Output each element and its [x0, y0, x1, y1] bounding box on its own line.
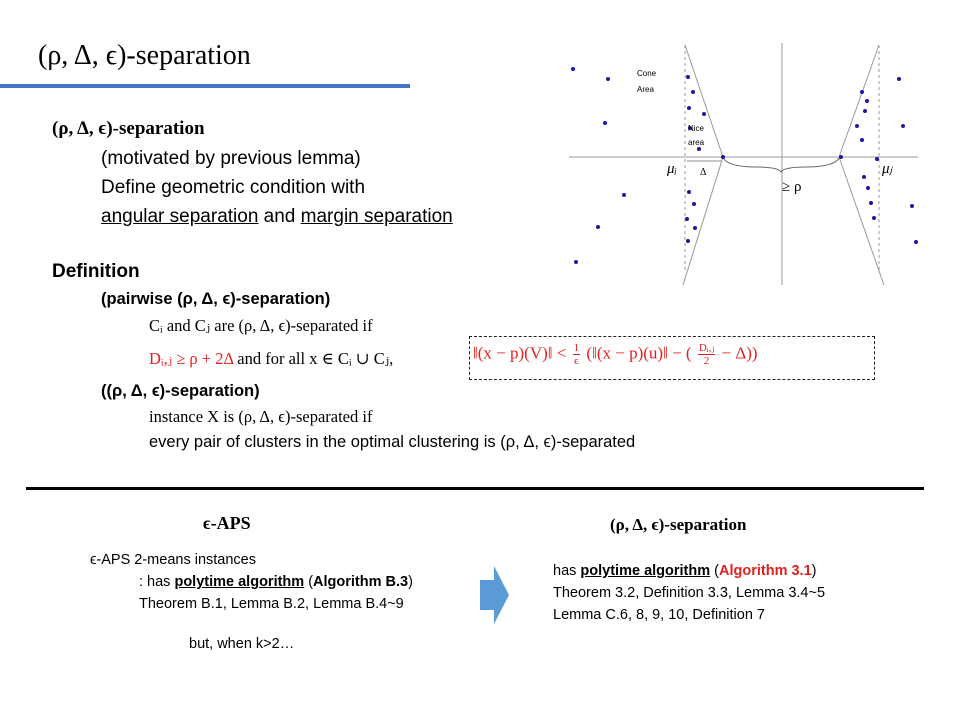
instance-line-1: instance X is (ρ, Δ, ϵ)-separated if — [149, 407, 373, 426]
sep-close-paren: ) — [811, 563, 817, 579]
aps-line-3: Theorem B.1, Lemma B.2, Lemma B.4~9 — [139, 596, 404, 612]
frac2-num: Dᵢ,ⱼ — [698, 342, 715, 354]
aps-has-text: : has — [139, 574, 175, 590]
sep-title: (ρ, Δ, ϵ)-separation — [610, 515, 747, 534]
instance-line-2: every pair of clusters in the optimal clustering is (ρ, Δ, ϵ)-separated — [149, 433, 636, 451]
formula-mid: (‖(x − p)(u)‖ − ( — [586, 343, 692, 363]
instance-heading: ((ρ, Δ, ϵ)-separation) — [101, 382, 260, 400]
right-cone-upper — [839, 45, 879, 157]
sep-algorithm: Algorithm 3.1 — [719, 563, 812, 579]
aps-algorithm: Algorithm B.3 — [313, 574, 409, 590]
sep-open-paren: ( — [710, 563, 719, 579]
pairwise-condition — [149, 349, 393, 369]
sep-line-2: Theorem 3.2, Definition 3.3, Lemma 3.4~5 — [553, 585, 826, 601]
sep-line-1 — [553, 563, 817, 579]
sep-polytime: polytime algorithm — [580, 563, 711, 579]
section-title: (ρ, Δ, ϵ)-separation — [52, 118, 205, 139]
aps-line-2 — [139, 574, 413, 590]
aps-title: ϵ-APS — [203, 513, 251, 533]
page-title: (ρ, Δ, ϵ)-separation — [38, 40, 251, 71]
nice-label-2: area — [688, 138, 705, 147]
pairwise-line-1: Cᵢ and Cⱼ are (ρ, Δ, ϵ)-separated if — [149, 316, 373, 335]
formula-right: − Δ)) — [721, 343, 758, 363]
distance-condition: Dᵢ,ⱼ ≥ ρ + 2Δ — [149, 349, 234, 368]
definition-heading: Definition — [52, 261, 140, 282]
rho-brace — [723, 158, 839, 172]
aps-polytime: polytime algorithm — [174, 574, 305, 590]
right-arrow-icon — [480, 566, 510, 624]
right-cone-lower — [839, 157, 884, 285]
formula-fraction-1 — [573, 342, 581, 367]
section-divider — [26, 487, 924, 490]
formula-left: ‖(x − p)(V)‖ < — [473, 343, 567, 363]
pairwise-heading: (pairwise (ρ, Δ, ϵ)-separation) — [101, 290, 331, 308]
motivated-line: (motivated by previous lemma) — [101, 148, 361, 169]
margin-separation-text: margin separation — [300, 206, 453, 227]
forall-condition: and for all x ∈ Cᵢ ∪ Cⱼ, — [233, 349, 394, 368]
mu-i-label: μᵢ — [667, 161, 677, 177]
frac2-den: 2 — [703, 355, 710, 367]
angular-separation-text: angular separation — [101, 206, 259, 227]
define-line: Define geometric condition with — [101, 177, 366, 198]
aps-line-4: but, when k>2… — [189, 636, 295, 652]
frac1-den: ϵ — [574, 355, 579, 367]
nice-label-1: Nice — [688, 124, 705, 133]
delta-label: Δ — [700, 167, 707, 178]
rho-label: ≥ ρ — [782, 179, 802, 195]
cone-diagram — [566, 40, 922, 290]
sep-line-3: Lemma C.6, 8, 9, 10, Definition 7 — [553, 607, 765, 623]
mu-j-label: μⱼ — [882, 161, 893, 177]
sep-has-text: has — [553, 563, 581, 579]
separation-kinds-line — [101, 206, 453, 228]
aps-line-1: ϵ-APS 2-means instances — [90, 552, 256, 568]
aps-close-paren: ) — [408, 574, 413, 590]
title-underline — [0, 84, 410, 88]
formula-fraction-2 — [698, 342, 715, 367]
cone-label-2: Area — [637, 85, 654, 94]
aps-open-paren: ( — [304, 574, 314, 590]
and-text: and — [258, 206, 301, 227]
formula — [473, 342, 758, 367]
frac1-num: 1 — [573, 342, 580, 354]
cone-label-1: Cone — [637, 69, 657, 78]
